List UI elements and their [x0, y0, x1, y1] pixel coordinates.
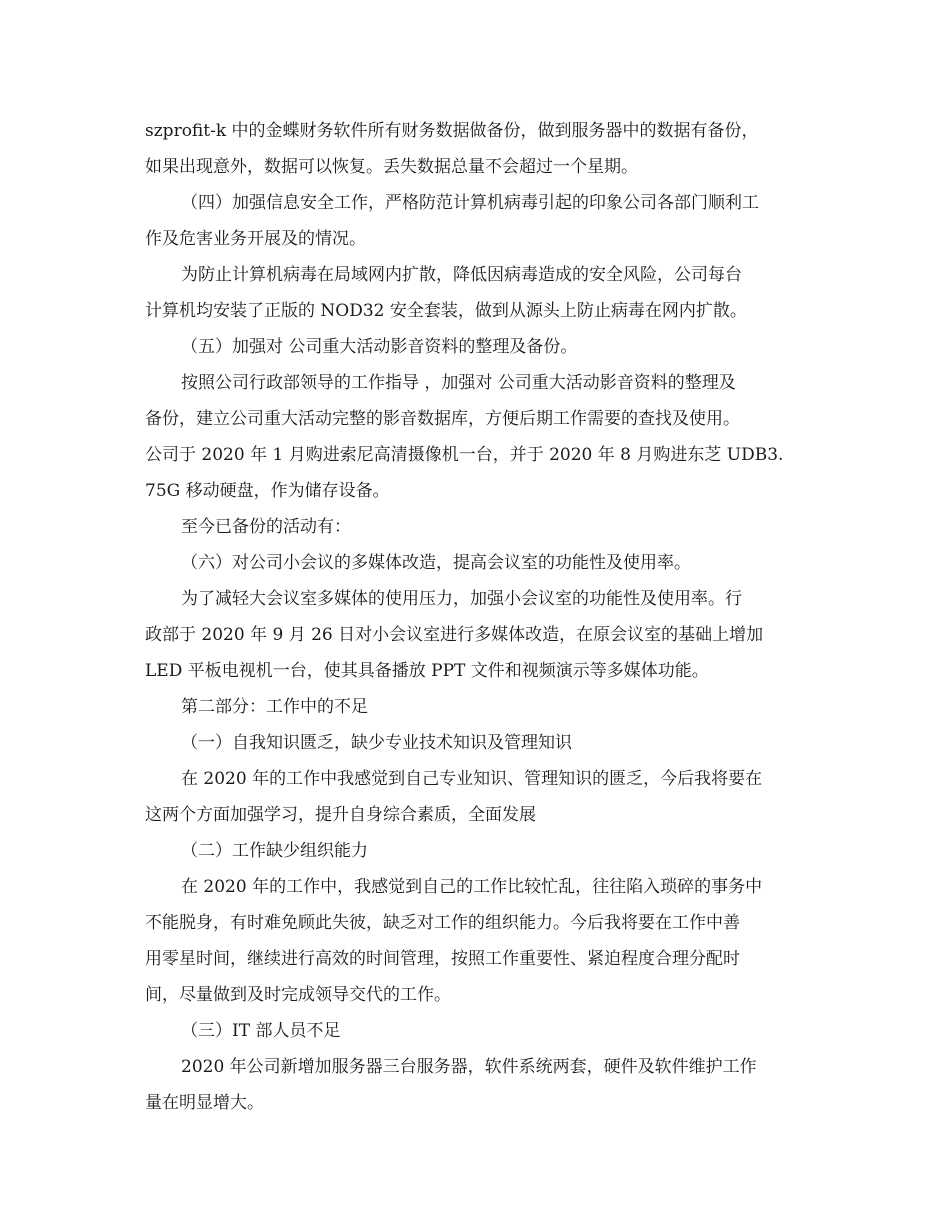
text-line: 备份，建立公司重大活动完整的影音数据库，方便后期工作需要的查找及使用。 [145, 409, 740, 429]
part-heading: 第二部分：工作中的不足 [181, 697, 368, 717]
text-line: 在 2020 年的工作中，我感觉到自己的工作比较忙乱，往往陷入琐碎的事务中 [181, 877, 763, 897]
section-heading: （一）自我知识匮乏，缺少专业技术知识及管理知识 [181, 733, 572, 753]
text-line: 政部于 2020 年 9 月 26 日对小会议室进行多媒体改造，在原会议室的基础上增加 [145, 625, 764, 645]
section-heading: （四）加强信息安全工作，严格防范计算机病毒引起的印象公司各部门顺利工 [181, 193, 759, 213]
text-line: 如果出现意外，数据可以恢复。丢失数据总量不会超过一个星期。 [145, 157, 638, 177]
text-line: 为了减轻大会议室多媒体的使用压力，加强小会议室的功能性及使用率。行 [181, 589, 742, 609]
text-line: 间，尽量做到及时完成领导交代的工作。 [145, 985, 451, 1005]
text-line: 为防止计算机病毒在局域网内扩散，降低因病毒造成的安全风险，公司每台 [181, 265, 742, 285]
text-line: 量在明显增大。 [145, 1093, 264, 1113]
text-line: 这两个方面加强学习，提升自身综合素质，全面发展 [145, 805, 536, 825]
text-line: 75G 移动硬盘，作为储存设备。 [145, 481, 390, 501]
section-heading: （五）加强对 公司重大活动影音资料的整理及备份。 [181, 337, 578, 357]
text-line: 2020 年公司新增加服务器三台服务器，软件系统两套，硬件及软件维护工作 [181, 1057, 757, 1077]
text-line: 作及危害业务开展及的情况。 [145, 229, 366, 249]
text-line: 不能脱身，有时难免顾此失彼，缺乏对工作的组织能力。今后我将要在工作中善 [145, 913, 740, 933]
text-line: 计算机均安装了正版的 NOD32 安全套装，做到从源头上防止病毒在网内扩散。 [145, 301, 747, 321]
section-heading: （二）工作缺少组织能力 [181, 841, 368, 861]
text-line: 至今已备份的活动有： [181, 517, 351, 537]
text-line: 按照公司行政部领导的工作指导 ，加强对 公司重大活动影音资料的整理及 [181, 373, 736, 393]
text-line: szprofit-k 中的金蝶财务软件所有财务数据做备份，做到服务器中的数据有备份， [145, 121, 759, 141]
text-line: LED 平板电视机一台，使其具备播放 PPT 文件和视频演示等多媒体功能。 [145, 661, 709, 681]
section-heading: （三）IT 部人员不足 [181, 1021, 341, 1041]
section-heading: （六）对公司小会议的多媒体改造，提高会议室的功能性及使用率。 [181, 553, 691, 573]
text-line: 用零星时间，继续进行高效的时间管理，按照工作重要性、紧迫程度合理分配时 [145, 949, 740, 969]
text-line: 在 2020 年的工作中我感觉到自己专业知识、管理知识的匮乏，今后我将要在 [181, 769, 763, 789]
text-line: 公司于 2020 年 1 月购进索尼高清摄像机一台，并于 2020 年 8 月购进东芝 UDB3. [145, 445, 784, 465]
